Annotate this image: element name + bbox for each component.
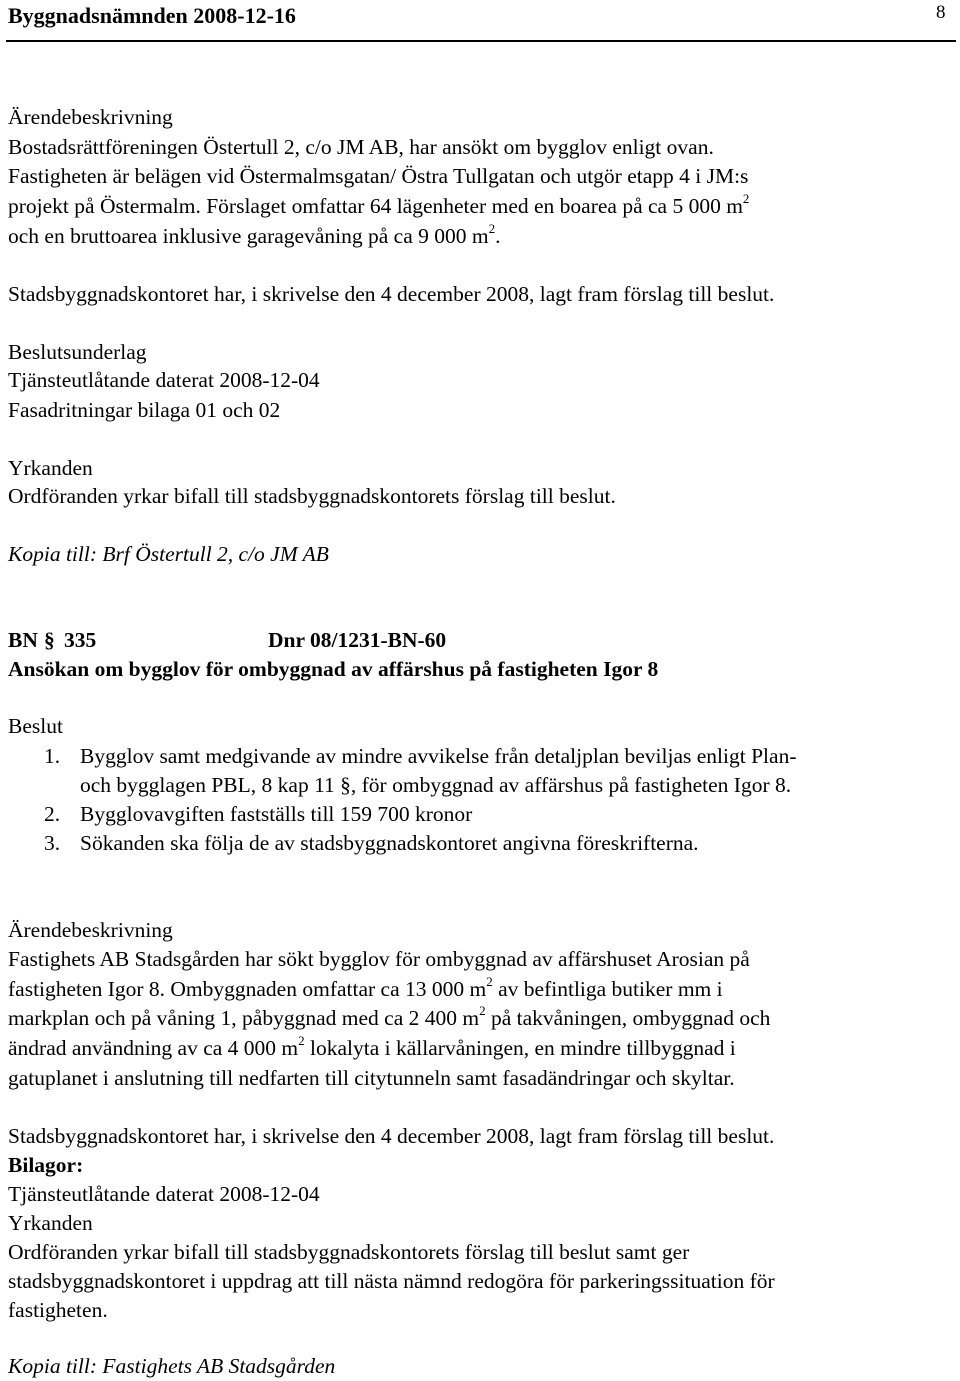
superscript-2: 2 [488,221,496,236]
arende-line: gatuplanet i anslutning till nedfarten till citytunneln samt fasadändringar och skyltar. [8,1066,735,1090]
section-sign: § [44,628,55,652]
arende-line: markplan och på våning 1, påbyggnad med ca 2 400 $m^2$ på takvåningen, ombyggnad och [8,1003,771,1030]
arende-line: Fastighets AB Stadsgården har sökt bygglov för ombyggnad av affärshuset Arosian på [8,947,750,971]
arende-heading-2: Ärendebeskrivning [8,918,173,942]
yrkanden-line: Ordföranden yrkar bifall till stadsbyggnadskontorets förslag till beslut samt ger [8,1240,690,1264]
page-number: 8 [936,2,946,23]
yrkanden-line: fastigheten. [8,1298,108,1322]
beslut-item-line: Sökanden ska följa de av stadsbyggnadskontoret angivna föreskrifterna. [80,831,699,855]
arende-line: fastigheten Igor 8. Ombyggnaden omfattar ca 13 000 $m^2$ av befintliga butiker mm i [8,974,723,1001]
beslut-item-line: Bygglovavgiften fastställs till 159 700 kronor [80,802,473,826]
beslut-item-number: 2. [44,802,61,826]
kopia-till-2: Kopia till: Fastighets AB Stadsgården [8,1354,336,1378]
superscript-2: 2 [486,974,493,989]
dnr: Dnr 08/1231-BN-60 [268,628,447,652]
arende-line: och en bruttoarea inklusive garagevåning på ca 9 000 $m^2$. [8,221,501,248]
yrkanden-line: stadsbyggnadskontoret i uppdrag att till nästa nämnd redogöra för parkeringssituation för [8,1269,775,1293]
beslutsunderlag-line: Fasadritningar bilaga 01 och 02 [8,398,281,422]
superscript-2: 2 [742,191,750,206]
beslutsunderlag-line: Tjänsteutlåtande daterat 2008-12-04 [8,368,320,392]
yrkanden-heading-2: Yrkanden [8,1211,93,1235]
item-title: Ansökan om bygglov för ombyggnad av affärshus på fastigheten Igor 8 [8,657,659,681]
header-title: Byggnadsnämnden 2008-12-16 [8,3,296,28]
bn-label: BN [8,628,38,652]
superscript-2: 2 [298,1033,305,1048]
header-rule [6,40,956,42]
beslut-item-number: 3. [44,831,61,855]
arende-line: ändrad användning av ca 4 000 $m^2$ lokalyta i källarvåningen, en mindre tillbyggnad i [8,1033,736,1060]
kopia-till-1: Kopia till: Brf Östertull 2, c/o JM AB [8,542,329,566]
arende-heading-1: Ärendebeskrivning [8,105,173,129]
beslutsunderlag-heading: Beslutsunderlag [8,340,147,364]
yrkanden-heading-1: Yrkanden [8,456,93,480]
arende-line: projekt på Östermalm. Förslaget omfattar 64 lägenheter med en boarea på ca 5 000 $m^2$ [8,191,750,218]
paragraph-number: 335 [64,628,97,652]
superscript-2: 2 [479,1003,486,1018]
beslut-heading: Beslut [8,714,63,738]
yrkanden-text-1: Ordföranden yrkar bifall till stadsbyggnadskontorets förslag till beslut. [8,484,616,508]
stadsbyggnad-text-2: Stadsbyggnadskontoret har, i skrivelse den 4 december 2008, lagt fram förslag till beslut. [8,1124,775,1148]
bilagor-text: Tjänsteutlåtande daterat 2008-12-04 [8,1182,320,1206]
beslut-item-line: och bygglagen PBL, 8 kap 11 §, för ombyggnad av affärshus på fastigheten Igor 8. [80,773,792,797]
arende-line: Bostadsrättföreningen Östertull 2, c/o JM AB, har ansökt om bygglov enligt ovan. [8,135,714,159]
bilagor-heading: Bilagor: [8,1153,84,1177]
stadsbyggnad-text-1: Stadsbyggnadskontoret har, i skrivelse den 4 december 2008, lagt fram förslag till beslut. [8,282,775,306]
beslut-item-line: Bygglov samt medgivande av mindre avvikelse från detaljplan beviljas enligt Plan- [80,744,797,768]
arende-line: Fastigheten är belägen vid Östermalmsgatan/ Östra Tullgatan och utgör etapp 4 i JM:s [8,164,749,188]
beslut-item-number: 1. [44,744,61,768]
